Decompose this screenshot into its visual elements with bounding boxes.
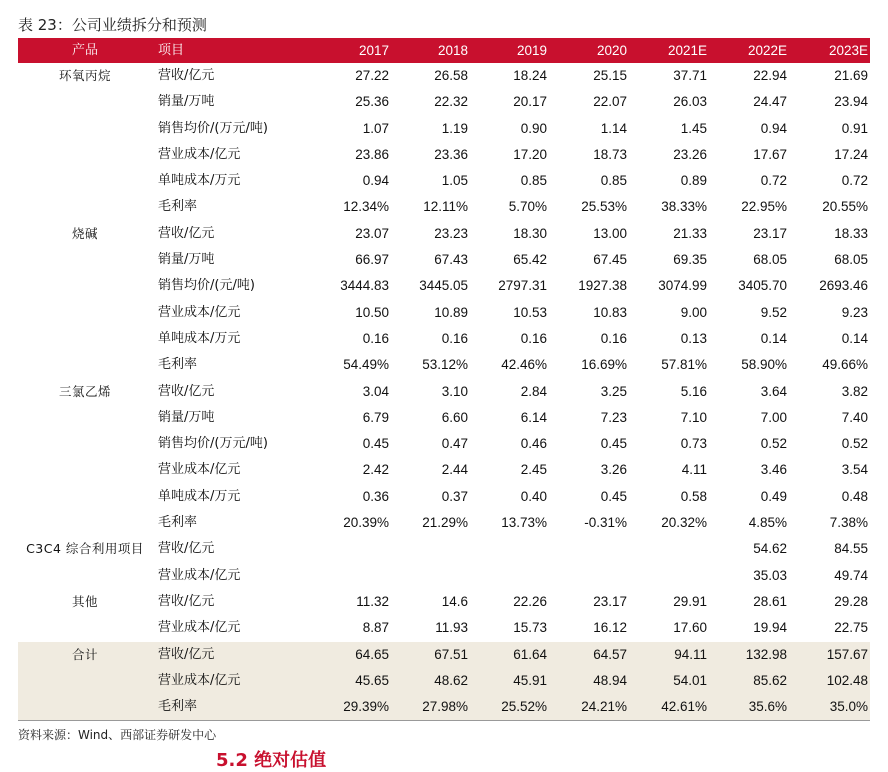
- header-year: 2018: [391, 38, 470, 63]
- value-cell: 45.91: [470, 668, 549, 694]
- table-row: [18, 116, 870, 142]
- value-cell: 0.46: [520, 436, 547, 452]
- product-cell: 合计: [18, 642, 152, 668]
- product-cell: [18, 142, 152, 168]
- value-cell: 42.46%: [501, 357, 547, 373]
- value-cell: 0.85: [600, 173, 627, 189]
- product-cell: [18, 405, 152, 431]
- product-cell: [18, 116, 152, 142]
- table-row: [18, 194, 870, 220]
- table-row: [18, 563, 870, 589]
- value-cell: 3.82: [841, 383, 868, 399]
- value-cell: 0.72: [760, 173, 787, 189]
- value-cell: 0.49: [760, 488, 787, 504]
- value-cell: -0.31%: [584, 515, 627, 531]
- value-cell: 17.24: [834, 146, 868, 162]
- value-cell: 17.20: [513, 146, 547, 162]
- value-cell: 1927.38: [578, 278, 627, 294]
- value-cell: 24.47: [753, 94, 787, 110]
- value-cell: [391, 536, 470, 562]
- item-cell: 营收/亿元: [158, 383, 215, 399]
- value-cell: 157.67: [789, 642, 870, 668]
- value-cell: 0.40: [520, 488, 547, 504]
- header-year: 2023E: [789, 38, 870, 63]
- value-cell: 23.36: [434, 146, 468, 162]
- value-cell: 10.89: [434, 304, 468, 320]
- item-cell: 营收/亿元: [158, 225, 215, 241]
- product-cell: [18, 431, 152, 457]
- value-cell: 68.05: [753, 252, 787, 268]
- value-cell: 85.62: [709, 668, 789, 694]
- table-row: [18, 536, 870, 562]
- value-cell: 25.15: [593, 68, 627, 83]
- value-cell: 0.91: [841, 120, 868, 136]
- value-cell: 0.37: [441, 488, 468, 504]
- value-cell: 0.94: [362, 173, 389, 189]
- table-row: [18, 379, 870, 405]
- value-cell: 26.58: [434, 68, 468, 83]
- value-cell: 10.53: [513, 304, 547, 320]
- value-cell: 3.10: [441, 383, 468, 399]
- product-cell: [18, 273, 152, 299]
- value-cell: 35.6%: [709, 694, 789, 721]
- value-cell: 19.94: [753, 620, 787, 636]
- product-cell: [18, 563, 152, 589]
- value-cell: 10.83: [593, 304, 627, 320]
- value-cell: [629, 536, 709, 562]
- value-cell: 9.00: [680, 304, 707, 320]
- item-cell: 毛利率: [158, 515, 198, 531]
- value-cell: 37.71: [673, 68, 707, 83]
- product-cell: [18, 668, 152, 694]
- value-cell: [470, 536, 549, 562]
- value-cell: 17.60: [673, 620, 707, 636]
- header-year: 2017: [312, 38, 391, 63]
- product-cell: 三氯乙烯: [58, 383, 111, 399]
- value-cell: 23.86: [355, 146, 389, 162]
- value-cell: 23.17: [593, 593, 627, 609]
- value-cell: 23.26: [673, 146, 707, 162]
- value-cell: 65.42: [513, 252, 547, 268]
- value-cell: 0.58: [680, 488, 707, 504]
- item-cell: 销量/万吨: [158, 252, 215, 268]
- product-cell: 烧碱: [71, 225, 98, 241]
- item-cell: 营业成本/亿元: [158, 146, 241, 162]
- value-cell: 67.43: [434, 252, 468, 268]
- product-cell: [18, 510, 152, 536]
- value-cell: 0.45: [600, 488, 627, 504]
- value-cell: 49.74: [834, 567, 868, 583]
- table-row: [18, 484, 870, 510]
- value-cell: 64.57: [549, 642, 629, 668]
- value-cell: 6.60: [441, 409, 468, 425]
- value-cell: 48.94: [549, 668, 629, 694]
- value-cell: 11.93: [435, 620, 468, 636]
- value-cell: 0.85: [520, 173, 547, 189]
- table-row: [18, 668, 870, 694]
- value-cell: 3074.99: [658, 278, 707, 294]
- value-cell: 3.54: [841, 462, 868, 478]
- value-cell: 3.46: [760, 462, 787, 478]
- item-cell: 毛利率: [158, 199, 198, 215]
- value-cell: 67.51: [391, 642, 470, 668]
- product-cell: [18, 300, 152, 326]
- value-cell: 2.45: [520, 462, 547, 478]
- table-row: [18, 63, 870, 89]
- product-cell: C3C4 综合利用项目: [26, 541, 144, 557]
- value-cell: 23.23: [434, 225, 468, 241]
- value-cell: 0.36: [362, 488, 389, 504]
- product-cell: [18, 615, 152, 641]
- product-cell: [18, 168, 152, 194]
- value-cell: [549, 563, 629, 589]
- table-row: [18, 300, 870, 326]
- value-cell: 18.24: [513, 68, 547, 83]
- value-cell: 16.12: [593, 620, 627, 636]
- value-cell: 57.81%: [661, 357, 707, 373]
- table-row: [18, 589, 870, 615]
- value-cell: 22.94: [753, 68, 787, 83]
- value-cell: 0.16: [600, 330, 627, 346]
- header-year: 2020: [549, 38, 629, 63]
- value-cell: 3.64: [760, 383, 787, 399]
- value-cell: 22.07: [593, 94, 627, 110]
- item-cell: 营收/亿元: [152, 642, 312, 668]
- value-cell: 15.73: [513, 620, 547, 636]
- value-cell: 3444.83: [340, 278, 389, 294]
- value-cell: 6.14: [520, 409, 547, 425]
- value-cell: 1.45: [680, 120, 707, 136]
- item-cell: 销售均价/(元/吨): [158, 278, 255, 294]
- item-cell: 营业成本/亿元: [158, 567, 241, 583]
- value-cell: 1.07: [362, 120, 389, 136]
- value-cell: [629, 563, 709, 589]
- value-cell: 0.45: [600, 436, 627, 452]
- value-cell: 7.40: [841, 409, 868, 425]
- value-cell: 66.97: [355, 252, 389, 268]
- value-cell: 84.55: [834, 541, 868, 557]
- value-cell: 25.36: [355, 94, 389, 110]
- item-cell: 营业成本/亿元: [158, 462, 241, 478]
- value-cell: 0.14: [760, 330, 787, 346]
- value-cell: 22.75: [834, 620, 868, 636]
- product-cell: [18, 457, 152, 483]
- value-cell: 7.00: [760, 409, 787, 425]
- product-cell: [18, 694, 152, 721]
- item-cell: 毛利率: [152, 694, 312, 721]
- value-cell: 10.50: [355, 304, 389, 320]
- product-cell: [18, 484, 152, 510]
- table-row: [18, 273, 870, 299]
- value-cell: 23.17: [753, 225, 787, 241]
- header-product: 产品: [18, 38, 152, 63]
- table-row: [18, 405, 870, 431]
- value-cell: 61.64: [470, 642, 549, 668]
- table-body: [18, 63, 870, 721]
- value-cell: 0.16: [441, 330, 468, 346]
- value-cell: 18.33: [834, 225, 868, 241]
- item-cell: 销售均价/(万元/吨): [158, 436, 268, 452]
- value-cell: 5.70%: [508, 199, 547, 215]
- header-year: 2019: [470, 38, 549, 63]
- value-cell: 0.16: [362, 330, 389, 346]
- header-year: 2021E: [629, 38, 709, 63]
- value-cell: 29.28: [834, 593, 868, 609]
- value-cell: 0.47: [441, 436, 468, 452]
- value-cell: 3.26: [600, 462, 627, 478]
- value-cell: 54.62: [753, 541, 787, 557]
- product-cell: 其他: [71, 593, 98, 609]
- value-cell: 21.33: [673, 225, 707, 241]
- value-cell: 2.44: [441, 462, 468, 478]
- value-cell: 21.29%: [422, 515, 468, 531]
- value-cell: 42.61%: [629, 694, 709, 721]
- value-cell: 2.84: [520, 383, 547, 399]
- value-cell: 22.95%: [741, 199, 787, 215]
- value-cell: 67.45: [593, 252, 627, 268]
- value-cell: 23.94: [834, 94, 868, 110]
- product-cell: [18, 326, 152, 352]
- value-cell: 22.32: [434, 94, 468, 110]
- value-cell: 0.52: [760, 436, 787, 452]
- value-cell: 1.14: [600, 120, 627, 136]
- next-section-heading: 5.2 绝对估值: [216, 750, 327, 771]
- value-cell: 2797.31: [498, 278, 547, 294]
- value-cell: 6.79: [362, 409, 389, 425]
- value-cell: 28.61: [753, 593, 787, 609]
- value-cell: 0.13: [680, 330, 707, 346]
- value-cell: 18.30: [513, 225, 547, 241]
- value-cell: 29.39%: [312, 694, 391, 721]
- value-cell: [312, 536, 391, 562]
- value-cell: 45.65: [312, 668, 391, 694]
- table-row: [18, 221, 870, 247]
- item-cell: 销量/万吨: [158, 409, 215, 425]
- product-cell: [18, 352, 152, 378]
- value-cell: 3.25: [600, 383, 627, 399]
- product-cell: 环氧丙烷: [58, 68, 111, 83]
- value-cell: 21.69: [834, 68, 868, 83]
- header-item: 项目: [152, 38, 312, 63]
- value-cell: 58.90%: [741, 357, 787, 373]
- value-cell: 26.03: [673, 94, 707, 110]
- item-cell: 营业成本/亿元: [158, 620, 241, 636]
- value-cell: 0.89: [680, 173, 707, 189]
- value-cell: 35.0%: [789, 694, 870, 721]
- value-cell: 24.21%: [549, 694, 629, 721]
- value-cell: [549, 536, 629, 562]
- value-cell: 49.66%: [822, 357, 868, 373]
- value-cell: 20.39%: [343, 515, 389, 531]
- value-cell: 38.33%: [661, 199, 707, 215]
- value-cell: 20.32%: [661, 515, 707, 531]
- item-cell: 营收/亿元: [158, 541, 215, 557]
- item-cell: 销售均价/(万元/吨): [158, 120, 268, 136]
- value-cell: 7.38%: [829, 515, 868, 531]
- item-cell: 毛利率: [158, 357, 198, 373]
- value-cell: 4.85%: [748, 515, 787, 531]
- header-year: 2022E: [709, 38, 789, 63]
- item-cell: 营业成本/亿元: [152, 668, 312, 694]
- value-cell: 0.45: [362, 436, 389, 452]
- value-cell: 54.49%: [343, 357, 389, 373]
- value-cell: 14.6: [441, 593, 468, 609]
- value-cell: 0.16: [520, 330, 547, 346]
- product-cell: [18, 194, 152, 220]
- value-cell: 5.16: [680, 383, 707, 399]
- value-cell: 0.48: [841, 488, 868, 504]
- value-cell: 4.11: [681, 462, 707, 478]
- value-cell: 3405.70: [738, 278, 787, 294]
- product-cell: [18, 247, 152, 273]
- value-cell: 22.26: [513, 593, 547, 609]
- value-cell: 20.17: [513, 94, 547, 110]
- value-cell: 3445.05: [419, 278, 468, 294]
- forecast-table: [18, 38, 870, 721]
- value-cell: 27.98%: [391, 694, 470, 721]
- table-row: [18, 247, 870, 273]
- item-cell: 营收/亿元: [158, 593, 215, 609]
- value-cell: 9.23: [841, 304, 868, 320]
- value-cell: 64.65: [312, 642, 391, 668]
- item-cell: 单吨成本/万元: [158, 488, 241, 504]
- value-cell: 48.62: [391, 668, 470, 694]
- value-cell: 12.34%: [343, 199, 389, 215]
- value-cell: 0.14: [841, 330, 868, 346]
- value-cell: 25.52%: [470, 694, 549, 721]
- table-row: [18, 431, 870, 457]
- value-cell: 3.04: [362, 383, 389, 399]
- table-row: [18, 510, 870, 536]
- value-cell: 11.32: [356, 593, 389, 609]
- table-row: [18, 142, 870, 168]
- table-row: [18, 615, 870, 641]
- value-cell: 7.10: [680, 409, 707, 425]
- value-cell: 17.67: [753, 146, 787, 162]
- value-cell: 18.73: [593, 146, 627, 162]
- value-cell: 20.55%: [822, 199, 868, 215]
- value-cell: 68.05: [834, 252, 868, 268]
- value-cell: 23.07: [355, 225, 389, 241]
- value-cell: 0.73: [680, 436, 707, 452]
- value-cell: 94.11: [629, 642, 709, 668]
- value-cell: 16.69%: [581, 357, 627, 373]
- table-row: [18, 457, 870, 483]
- value-cell: 1.05: [441, 173, 468, 189]
- item-cell: 单吨成本/万元: [158, 330, 241, 346]
- source-note: 资料来源：Wind、西部证券研发中心: [18, 728, 217, 742]
- value-cell: 35.03: [753, 567, 787, 583]
- value-cell: 0.72: [841, 173, 868, 189]
- value-cell: 13.73%: [501, 515, 547, 531]
- value-cell: 8.87: [362, 620, 389, 636]
- value-cell: 9.52: [760, 304, 787, 320]
- value-cell: 13.00: [593, 225, 627, 241]
- value-cell: 29.91: [673, 593, 707, 609]
- value-cell: [391, 563, 470, 589]
- value-cell: 25.53%: [581, 199, 627, 215]
- product-cell: [18, 89, 152, 115]
- value-cell: [470, 563, 549, 589]
- table-row: [18, 352, 870, 378]
- value-cell: 0.94: [760, 120, 787, 136]
- value-cell: 27.22: [355, 68, 389, 83]
- value-cell: 12.11%: [423, 199, 468, 215]
- table-row: [18, 89, 870, 115]
- table-header-row: [18, 38, 870, 63]
- value-cell: 0.90: [520, 120, 547, 136]
- table-caption: 表 23：公司业绩拆分和预测: [18, 16, 207, 34]
- value-cell: 0.52: [841, 436, 868, 452]
- value-cell: 132.98: [709, 642, 789, 668]
- value-cell: 1.19: [441, 120, 468, 136]
- value-cell: 2.42: [362, 462, 389, 478]
- item-cell: 营业成本/亿元: [158, 304, 241, 320]
- value-cell: 54.01: [629, 668, 709, 694]
- item-cell: 单吨成本/万元: [158, 173, 241, 189]
- value-cell: 2693.46: [819, 278, 868, 294]
- value-cell: 7.23: [600, 409, 627, 425]
- table-row: [18, 326, 870, 352]
- item-cell: 销量/万吨: [158, 94, 215, 110]
- value-cell: 69.35: [673, 252, 707, 268]
- value-cell: 102.48: [789, 668, 870, 694]
- table-row: [18, 642, 870, 668]
- table-row: [18, 694, 870, 721]
- value-cell: 53.12%: [422, 357, 468, 373]
- table-row: [18, 168, 870, 194]
- value-cell: [312, 563, 391, 589]
- item-cell: 营收/亿元: [158, 68, 215, 83]
